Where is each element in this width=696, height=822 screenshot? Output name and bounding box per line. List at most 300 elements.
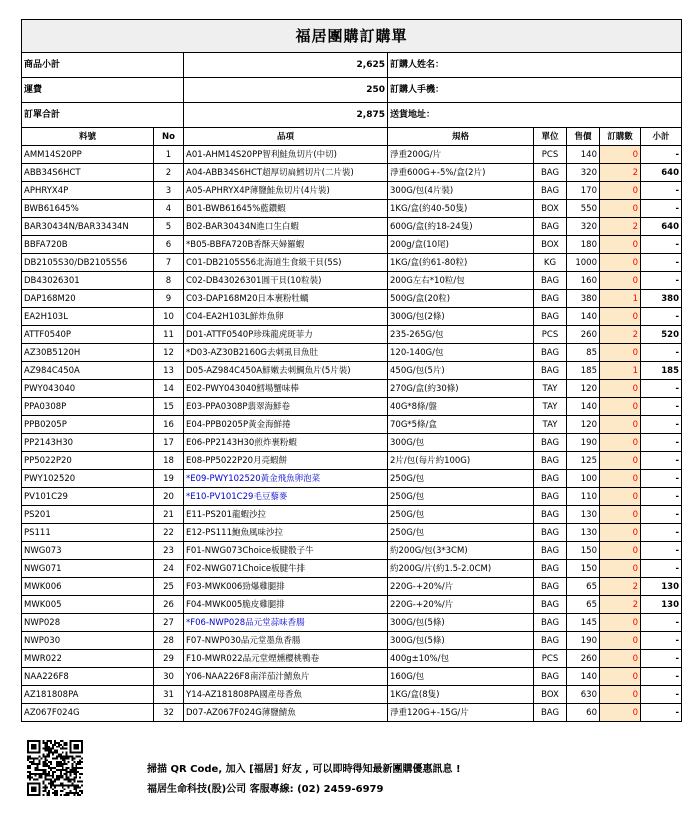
- item-qty[interactable]: 0: [600, 506, 641, 524]
- item-price: 100: [567, 470, 600, 488]
- item-name: E03-PPA0308P翡翠海鮮卷: [184, 398, 388, 416]
- item-subtotal: -: [641, 308, 682, 326]
- item-qty[interactable]: 0: [600, 434, 641, 452]
- item-no: 22: [154, 524, 184, 542]
- item-spec: 160G/包: [388, 668, 534, 686]
- item-name: E11-PS201龍蝦沙拉: [184, 506, 388, 524]
- item-qty[interactable]: 0: [600, 272, 641, 290]
- item-name: *D03-AZ30B2160G去刺虱目魚肚: [184, 344, 388, 362]
- item-no: 23: [154, 542, 184, 560]
- item-no: 3: [154, 182, 184, 200]
- item-subtotal: -: [641, 686, 682, 704]
- item-subtotal: -: [641, 254, 682, 272]
- item-subtotal: -: [641, 380, 682, 398]
- item-name: F01-NWG073Choice板腱骰子牛: [184, 542, 388, 560]
- item-qty[interactable]: 0: [600, 470, 641, 488]
- item-price: 1000: [567, 254, 600, 272]
- item-no: 8: [154, 272, 184, 290]
- item-unit: BOX: [534, 236, 567, 254]
- item-spec: 250G/包: [388, 470, 534, 488]
- item-spec: 1KG/盒(8隻): [388, 686, 534, 704]
- item-no: 20: [154, 488, 184, 506]
- item-name: E06-PP2143H30煎炸裹粉蝦: [184, 434, 388, 452]
- item-qty[interactable]: 0: [600, 704, 641, 722]
- item-unit: PCS: [534, 326, 567, 344]
- item-name: E12-PS111鮑魚風味沙拉: [184, 524, 388, 542]
- item-unit: BAG: [534, 308, 567, 326]
- item-name: A04-ABB34S6HCT超厚切扁鱈切片(二片裝): [184, 164, 388, 182]
- item-subtotal: -: [641, 704, 682, 722]
- column-header-item: 品項: [184, 128, 388, 146]
- item-spec: 70G*5條/盒: [388, 416, 534, 434]
- item-price: 260: [567, 650, 600, 668]
- item-spec: 300G/包(2條): [388, 308, 534, 326]
- item-qty[interactable]: 2: [600, 164, 641, 182]
- item-unit: BAG: [534, 470, 567, 488]
- item-spec: 220G-+20%/片: [388, 578, 534, 596]
- item-price: 65: [567, 578, 600, 596]
- item-spec: 250G/包: [388, 488, 534, 506]
- item-no: 18: [154, 452, 184, 470]
- item-unit: BAG: [534, 578, 567, 596]
- item-code: AMM14S20PP: [22, 146, 154, 164]
- item-subtotal: -: [641, 182, 682, 200]
- item-price: 380: [567, 290, 600, 308]
- item-qty[interactable]: 0: [600, 146, 641, 164]
- table-row: [22, 596, 682, 614]
- column-header-price: 售價: [567, 128, 600, 146]
- item-no: 27: [154, 614, 184, 632]
- item-no: 7: [154, 254, 184, 272]
- item-spec: 約200G/包(3*3CM): [388, 542, 534, 560]
- item-spec: 600G/盒(約18-24隻): [388, 218, 534, 236]
- subtotal-value: 2,625: [184, 53, 388, 78]
- item-name: Y14-AZ181808PA國產母香魚: [184, 686, 388, 704]
- item-name: F10-MWR022品元堂煙燻櫻桃鴨卷: [184, 650, 388, 668]
- item-spec: 約200G/片(約1.5-2.0CM): [388, 560, 534, 578]
- item-code: DAP168M20: [22, 290, 154, 308]
- item-subtotal: -: [641, 650, 682, 668]
- shipping-label: 運費: [22, 78, 184, 103]
- item-spec: 235-265G/包: [388, 326, 534, 344]
- column-header-row: [22, 128, 682, 146]
- item-price: 140: [567, 398, 600, 416]
- item-unit: BAG: [534, 614, 567, 632]
- table-row: [22, 632, 682, 650]
- table-row: [22, 362, 682, 380]
- item-spec: 250G/包: [388, 506, 534, 524]
- column-header-code: 料號: [22, 128, 154, 146]
- table-row: [22, 668, 682, 686]
- item-unit: TAY: [534, 398, 567, 416]
- item-price: 160: [567, 272, 600, 290]
- item-subtotal: 640: [641, 164, 682, 182]
- item-subtotal: 520: [641, 326, 682, 344]
- item-code: BWB61645%: [22, 200, 154, 218]
- item-code: AZ067F024G: [22, 704, 154, 722]
- item-name: E08-PP5022P20月亮蝦餅: [184, 452, 388, 470]
- item-price: 185: [567, 362, 600, 380]
- item-code: BBFA720B: [22, 236, 154, 254]
- table-row: [22, 272, 682, 290]
- item-name: Y06-NAA226F8南洋茄汁鯖魚片: [184, 668, 388, 686]
- item-spec: 450G/包(5片): [388, 362, 534, 380]
- item-qty[interactable]: 1: [600, 362, 641, 380]
- table-row: [22, 416, 682, 434]
- item-spec: 300G/包(5條): [388, 632, 534, 650]
- item-unit: BAG: [534, 164, 567, 182]
- item-name: C02-DB43026301圓干貝(10粒裝): [184, 272, 388, 290]
- item-no: 1: [154, 146, 184, 164]
- item-price: 120: [567, 416, 600, 434]
- item-name: F02-NWG071Choice板腱牛排: [184, 560, 388, 578]
- table-row: [22, 254, 682, 272]
- item-unit: BAG: [534, 542, 567, 560]
- item-qty[interactable]: 2: [600, 578, 641, 596]
- item-unit: PCS: [534, 650, 567, 668]
- item-spec: 200g/盒(10尾): [388, 236, 534, 254]
- item-no: 19: [154, 470, 184, 488]
- item-subtotal: -: [641, 236, 682, 254]
- item-unit: BAG: [534, 596, 567, 614]
- footer-promo-text: 掃描 QR Code, 加入 [福居] 好友 , 可以即時得知最新團購優惠訊息 !: [147, 764, 461, 775]
- item-unit: TAY: [534, 416, 567, 434]
- footer-company-text: 福居生命科技(股)公司 客服專線: (02) 2459-6979: [147, 784, 384, 795]
- subtotal-label: 商品小計: [22, 53, 184, 78]
- column-header-qty: 訂購數: [600, 128, 641, 146]
- table-row: [22, 326, 682, 344]
- item-price: 130: [567, 524, 600, 542]
- item-price: 125: [567, 452, 600, 470]
- item-unit: BAG: [534, 344, 567, 362]
- item-name: A01-AHM14S20PP智利鮭魚切片(中切): [184, 146, 388, 164]
- item-name: F07-NWP030品元堂墨魚香腸: [184, 632, 388, 650]
- item-subtotal: 380: [641, 290, 682, 308]
- item-subtotal: -: [641, 452, 682, 470]
- item-no: 6: [154, 236, 184, 254]
- table-row: [22, 542, 682, 560]
- item-name: E04-PPB0205P黃金海鮮捲: [184, 416, 388, 434]
- table-row: [22, 164, 682, 182]
- item-qty[interactable]: 0: [600, 614, 641, 632]
- item-qty[interactable]: 2: [600, 218, 641, 236]
- item-subtotal: -: [641, 668, 682, 686]
- item-price: 630: [567, 686, 600, 704]
- item-price: 320: [567, 164, 600, 182]
- phone-label[interactable]: 訂購人手機：: [388, 78, 682, 103]
- item-no: 15: [154, 398, 184, 416]
- item-subtotal: 640: [641, 218, 682, 236]
- item-code: MWK006: [22, 578, 154, 596]
- item-price: 550: [567, 200, 600, 218]
- item-price: 145: [567, 614, 600, 632]
- item-price: 85: [567, 344, 600, 362]
- item-subtotal: -: [641, 200, 682, 218]
- item-code: PWY043040: [22, 380, 154, 398]
- table-row: [22, 290, 682, 308]
- item-unit: BAG: [534, 218, 567, 236]
- item-qty[interactable]: 1: [600, 290, 641, 308]
- item-price: 110: [567, 488, 600, 506]
- item-unit: BAG: [534, 488, 567, 506]
- title-row: [22, 20, 682, 53]
- table-row: [22, 182, 682, 200]
- item-unit: BAG: [534, 668, 567, 686]
- item-code: MWK005: [22, 596, 154, 614]
- item-no: 14: [154, 380, 184, 398]
- item-price: 140: [567, 668, 600, 686]
- item-name: D07-AZ067F024G薄鹽鯖魚: [184, 704, 388, 722]
- item-no: 17: [154, 434, 184, 452]
- shipping-value: 250: [184, 78, 388, 103]
- item-qty[interactable]: 0: [600, 236, 641, 254]
- item-subtotal: -: [641, 506, 682, 524]
- item-spec: 1KG/盒(約40-50隻): [388, 200, 534, 218]
- item-unit: BAG: [534, 704, 567, 722]
- item-unit: BAG: [534, 560, 567, 578]
- item-qty[interactable]: 2: [600, 326, 641, 344]
- table-row: [22, 200, 682, 218]
- order-form-table: [21, 19, 682, 722]
- table-row: [22, 434, 682, 452]
- item-code: NWG073: [22, 542, 154, 560]
- item-qty[interactable]: 0: [600, 344, 641, 362]
- item-qty[interactable]: 0: [600, 398, 641, 416]
- item-code: AZ984C450A: [22, 362, 154, 380]
- column-header-subtotal: 小計: [641, 128, 682, 146]
- item-code: PP2143H30: [22, 434, 154, 452]
- item-code: AZ181808PA: [22, 686, 154, 704]
- item-no: 25: [154, 578, 184, 596]
- item-no: 4: [154, 200, 184, 218]
- item-no: 11: [154, 326, 184, 344]
- table-row: [22, 524, 682, 542]
- item-no: 29: [154, 650, 184, 668]
- item-code: PS201: [22, 506, 154, 524]
- item-spec: 500G/盒(20粒): [388, 290, 534, 308]
- item-unit: BAG: [534, 434, 567, 452]
- item-name: A05-APHRYX4P薄鹽鮭魚切片(4片裝): [184, 182, 388, 200]
- item-subtotal: 130: [641, 596, 682, 614]
- item-price: 140: [567, 146, 600, 164]
- item-code: NWP028: [22, 614, 154, 632]
- item-code: PS111: [22, 524, 154, 542]
- item-no: 16: [154, 416, 184, 434]
- item-price: 180: [567, 236, 600, 254]
- item-name: B02-BAR30434N進口生白蝦: [184, 218, 388, 236]
- item-price: 150: [567, 542, 600, 560]
- item-name: F03-MWK006勁爆雞腿排: [184, 578, 388, 596]
- column-header-no: No: [154, 128, 184, 146]
- item-spec: 1KG/盒(約61-80粒): [388, 254, 534, 272]
- item-code: PWY102520: [22, 470, 154, 488]
- item-qty[interactable]: 0: [600, 182, 641, 200]
- item-qty[interactable]: 0: [600, 524, 641, 542]
- table-row: [22, 398, 682, 416]
- subtotal-row: [22, 53, 682, 78]
- item-spec: 300G/包: [388, 434, 534, 452]
- name-label[interactable]: 訂購人姓名：: [388, 53, 682, 78]
- item-price: 190: [567, 434, 600, 452]
- total-row: [22, 103, 682, 128]
- table-row: [22, 614, 682, 632]
- item-price: 130: [567, 506, 600, 524]
- item-price: 260: [567, 326, 600, 344]
- item-name: C01-DB2105S56北海道生食級干貝(5S): [184, 254, 388, 272]
- item-no: 32: [154, 704, 184, 722]
- item-code: ABB34S6HCT: [22, 164, 154, 182]
- item-spec: 120-140G/包: [388, 344, 534, 362]
- item-unit: BAG: [534, 290, 567, 308]
- item-qty[interactable]: 0: [600, 650, 641, 668]
- item-qty[interactable]: 0: [600, 560, 641, 578]
- item-no: 31: [154, 686, 184, 704]
- item-spec: 300G/包(4片裝): [388, 182, 534, 200]
- item-code: AZ30B5120H: [22, 344, 154, 362]
- table-row: [22, 308, 682, 326]
- item-qty[interactable]: 0: [600, 632, 641, 650]
- table-row: [22, 506, 682, 524]
- item-subtotal: -: [641, 398, 682, 416]
- table-row: [22, 218, 682, 236]
- item-code: PP5022P20: [22, 452, 154, 470]
- item-unit: BAG: [534, 524, 567, 542]
- item-qty[interactable]: 0: [600, 416, 641, 434]
- item-spec: 270G/盒(約30條): [388, 380, 534, 398]
- item-no: 13: [154, 362, 184, 380]
- item-spec: 250G/包: [388, 524, 534, 542]
- total-label: 訂單合計: [22, 103, 184, 128]
- table-row: [22, 488, 682, 506]
- footer: [27, 740, 687, 800]
- table-row: [22, 560, 682, 578]
- item-no: 21: [154, 506, 184, 524]
- item-qty[interactable]: 0: [600, 308, 641, 326]
- item-code: PPA0308P: [22, 398, 154, 416]
- item-name: E02-PWY043040鱈場蟹味棒: [184, 380, 388, 398]
- item-code: NAA226F8: [22, 668, 154, 686]
- item-subtotal: -: [641, 146, 682, 164]
- item-unit: TAY: [534, 380, 567, 398]
- item-subtotal: 185: [641, 362, 682, 380]
- total-value: 2,875: [184, 103, 388, 128]
- item-subtotal: -: [641, 434, 682, 452]
- item-spec: 400g±10%/包: [388, 650, 534, 668]
- page-title: 福居團購訂購單: [22, 20, 682, 53]
- item-qty[interactable]: 0: [600, 488, 641, 506]
- item-no: 24: [154, 560, 184, 578]
- item-name: B01-BWB61645%藍鑽蝦: [184, 200, 388, 218]
- item-unit: BOX: [534, 200, 567, 218]
- item-price: 65: [567, 596, 600, 614]
- item-qty[interactable]: 2: [600, 596, 641, 614]
- item-code: ATTF0540P: [22, 326, 154, 344]
- item-price: 190: [567, 632, 600, 650]
- item-spec: 200G左右*10粒/包: [388, 272, 534, 290]
- item-name: *F06-NWP028品元堂蒜味香腸: [184, 614, 388, 632]
- item-spec: 220G-+20%/片: [388, 596, 534, 614]
- item-qty[interactable]: 0: [600, 686, 641, 704]
- item-spec: 淨重120G+-15G/片: [388, 704, 534, 722]
- item-subtotal: -: [641, 614, 682, 632]
- shipping-row: [22, 78, 682, 103]
- table-row: [22, 578, 682, 596]
- item-spec: 2片/包(每片約100G): [388, 452, 534, 470]
- table-row: [22, 686, 682, 704]
- table-row: [22, 470, 682, 488]
- item-name: C04-EA2H103L鮮炸魚卵: [184, 308, 388, 326]
- table-row: [22, 344, 682, 362]
- item-no: 5: [154, 218, 184, 236]
- item-no: 9: [154, 290, 184, 308]
- item-no: 30: [154, 668, 184, 686]
- item-name: D01-ATTF0540P珍珠龍虎斑菲力: [184, 326, 388, 344]
- item-qty[interactable]: 0: [600, 542, 641, 560]
- item-code: DB43026301: [22, 272, 154, 290]
- item-no: 2: [154, 164, 184, 182]
- item-subtotal: -: [641, 560, 682, 578]
- item-subtotal: -: [641, 344, 682, 362]
- item-qty[interactable]: 0: [600, 668, 641, 686]
- item-qty[interactable]: 0: [600, 200, 641, 218]
- table-row: [22, 650, 682, 668]
- item-price: 170: [567, 182, 600, 200]
- item-unit: BAG: [534, 506, 567, 524]
- item-code: NWG071: [22, 560, 154, 578]
- item-qty[interactable]: 0: [600, 254, 641, 272]
- table-row: [22, 704, 682, 722]
- item-no: 26: [154, 596, 184, 614]
- item-subtotal: -: [641, 542, 682, 560]
- item-spec: 淨重200G/片: [388, 146, 534, 164]
- item-code: EA2H103L: [22, 308, 154, 326]
- item-price: 60: [567, 704, 600, 722]
- table-row: [22, 380, 682, 398]
- item-subtotal: -: [641, 272, 682, 290]
- item-unit: BAG: [534, 182, 567, 200]
- table-row: [22, 236, 682, 254]
- item-qty[interactable]: 0: [600, 380, 641, 398]
- item-price: 140: [567, 308, 600, 326]
- item-code: APHRYX4P: [22, 182, 154, 200]
- item-name: C03-DAP168M20日本裹粉牡蠣: [184, 290, 388, 308]
- qr-code-icon[interactable]: [27, 740, 83, 796]
- item-unit: PCS: [534, 146, 567, 164]
- item-unit: BAG: [534, 452, 567, 470]
- item-subtotal: -: [641, 632, 682, 650]
- item-unit: BOX: [534, 686, 567, 704]
- item-spec: 300G/包(5條): [388, 614, 534, 632]
- item-name: *E09-PWY102520黃金飛魚卵泡菜: [184, 470, 388, 488]
- column-header-spec: 規格: [388, 128, 534, 146]
- item-code: DB2105S30/DB2105S56: [22, 254, 154, 272]
- address-label[interactable]: 送貨地址：: [388, 103, 682, 128]
- item-spec: 淨重600G+-5%/盒(2片): [388, 164, 534, 182]
- item-unit: BAG: [534, 362, 567, 380]
- item-name: *B05-BBFA720B香酥天婦羅蝦: [184, 236, 388, 254]
- item-no: 28: [154, 632, 184, 650]
- column-header-unit: 單位: [534, 128, 567, 146]
- item-code: MWR022: [22, 650, 154, 668]
- table-row: [22, 146, 682, 164]
- item-spec: 40G*8條/盤: [388, 398, 534, 416]
- item-name: D05-AZ984C450A鮮嫩去刺鯛魚片(5片裝): [184, 362, 388, 380]
- item-code: BAR30434N/BAR33434N: [22, 218, 154, 236]
- item-name: *E10-PV101C29毛豆藜麥: [184, 488, 388, 506]
- item-price: 150: [567, 560, 600, 578]
- item-qty[interactable]: 0: [600, 452, 641, 470]
- item-subtotal: -: [641, 524, 682, 542]
